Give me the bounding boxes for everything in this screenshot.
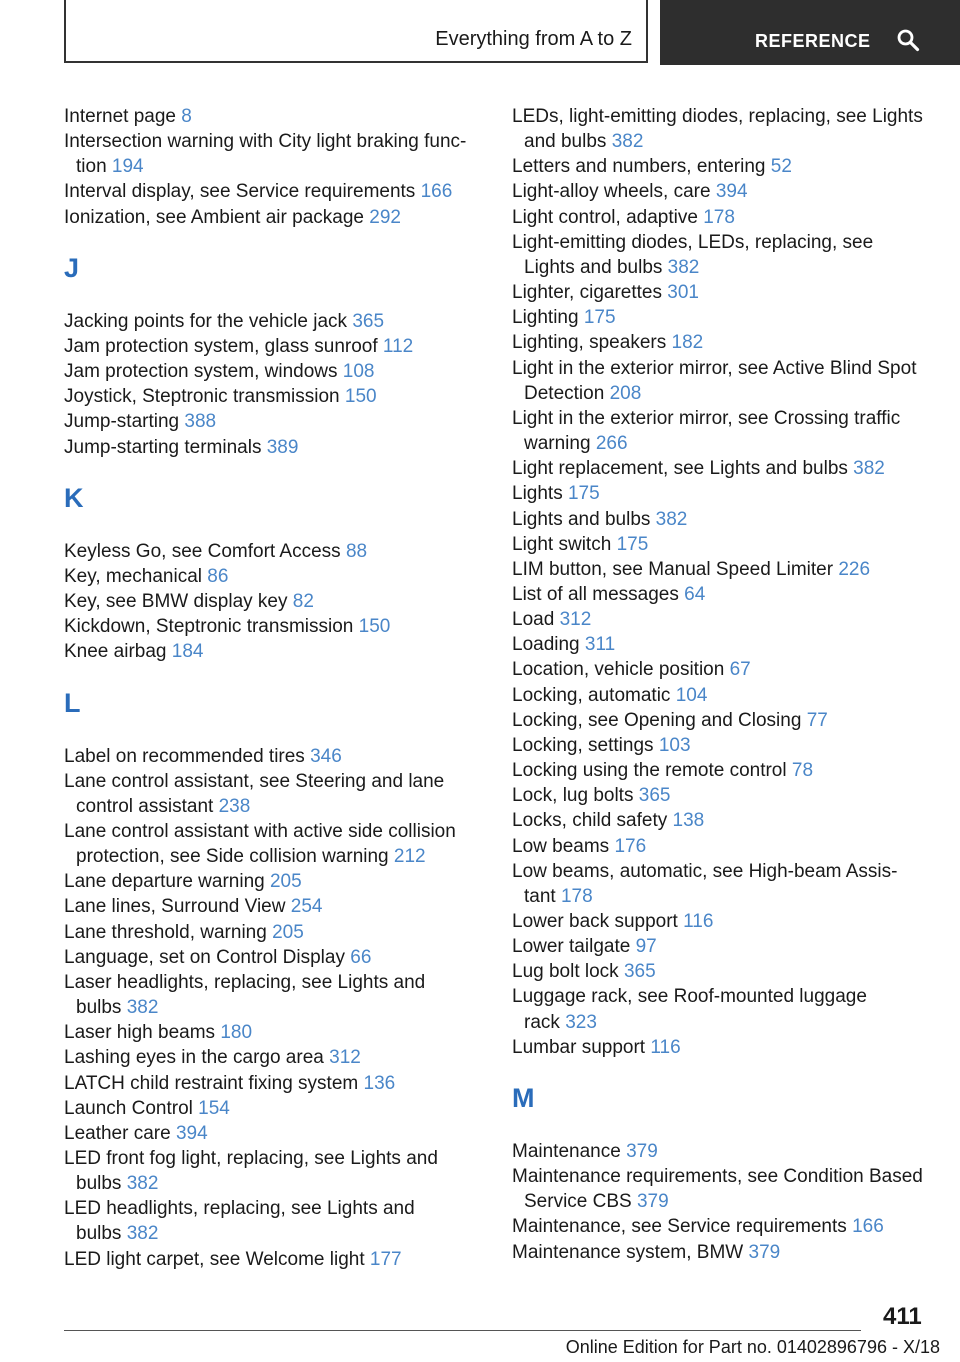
index-entry xyxy=(64,1096,484,1121)
letter-spacer xyxy=(512,1060,932,1085)
index-entry-text: Knee airbag xyxy=(64,641,167,663)
index-entry xyxy=(512,205,932,230)
page-reference-link[interactable]: 382 xyxy=(126,1223,159,1245)
index-entry-text: Key, see BMW display key xyxy=(64,591,288,613)
index-entry xyxy=(512,859,932,909)
index-entry xyxy=(512,481,932,506)
index-entry xyxy=(64,539,484,564)
page-reference-link[interactable]: 67 xyxy=(729,659,751,681)
page-reference-link[interactable]: 112 xyxy=(382,335,414,357)
page-reference-link[interactable]: 312 xyxy=(559,609,592,631)
index-entry xyxy=(512,104,932,154)
index-entry-text: Lane control assistant with active side collision xyxy=(64,820,456,842)
index-entry-text: LEDs, light-emitting diodes, replacing, see Lights xyxy=(512,106,923,127)
index-entry xyxy=(64,639,484,664)
index-letter-heading: J xyxy=(64,252,80,283)
index-entry-text: LIM button, see Manual Speed Limiter xyxy=(512,558,834,580)
page-reference-link[interactable]: 312 xyxy=(329,1047,361,1069)
index-entry-text: tion xyxy=(76,156,107,178)
index-entry-text: Locking, see Opening and Closing xyxy=(512,709,802,731)
index-entry xyxy=(64,769,484,819)
search-icon xyxy=(896,28,920,52)
edition-footer: Online Edition for Part no. 01402896796 - X/18 xyxy=(565,1337,940,1357)
index-entry-text: Jam protection system, glass sunroof xyxy=(64,335,378,357)
page-reference-link[interactable]: 166 xyxy=(852,1216,884,1238)
index-entry-text: Label on recommended tires xyxy=(64,745,305,767)
index-entry xyxy=(512,934,932,959)
index-entry-text: Internet page xyxy=(64,106,176,127)
page-reference-link[interactable]: 150 xyxy=(344,386,377,408)
index-entry-text: bulbs xyxy=(76,997,122,1019)
index-entry xyxy=(64,920,484,945)
letter-spacer xyxy=(64,717,484,744)
index-entry xyxy=(512,632,932,657)
index-entry xyxy=(64,309,484,334)
index-entry-text: Language, set on Control Display xyxy=(64,946,345,968)
index-entry xyxy=(64,205,484,230)
index-entry-text: Jump-starting terminals xyxy=(64,436,262,458)
index-entry-text: Lane threshold, warning xyxy=(64,921,267,943)
page-reference-link[interactable]: 382 xyxy=(853,458,885,480)
index-entry-text: LATCH child restraint fixing system xyxy=(64,1072,359,1094)
index-entry xyxy=(512,507,932,532)
index-entry-text: Light control, adaptive xyxy=(512,206,698,228)
index-entry xyxy=(512,834,932,859)
index-entry-text: Lighter, cigarettes xyxy=(512,282,662,304)
index-entry xyxy=(64,1146,484,1196)
index-entry-text: Luggage rack, see Roof-mounted luggage xyxy=(512,986,867,1008)
page-reference-link[interactable]: 177 xyxy=(369,1248,402,1270)
index-entry-text: Light replacement, see Lights and bulbs xyxy=(512,458,848,480)
index-letter-heading: M xyxy=(512,1082,535,1113)
index-entry xyxy=(512,783,932,808)
index-entry-text: Light switch xyxy=(512,533,612,555)
index-entry-text: Lug bolt lock xyxy=(512,961,619,983)
index-entry-text: Lashing eyes in the cargo area xyxy=(64,1047,324,1069)
index-entry-text: Location, vehicle position xyxy=(512,659,725,681)
page-reference-link[interactable]: 323 xyxy=(565,1011,597,1033)
index-entry xyxy=(64,334,484,359)
page-reference-link[interactable]: 205 xyxy=(272,921,304,943)
index-entry-text: Lights xyxy=(512,483,563,505)
page-reference-link[interactable]: 175 xyxy=(583,307,616,329)
page-reference-link[interactable]: 311 xyxy=(584,634,616,656)
page-reference-link[interactable]: 394 xyxy=(175,1122,208,1144)
index-entry xyxy=(512,356,932,406)
index-entry-text: Launch Control xyxy=(64,1097,193,1119)
page-reference-link[interactable]: 382 xyxy=(667,256,700,278)
index-entry-text: Leather care xyxy=(64,1122,171,1144)
index-entry-text: Joystick, Steptronic transmission xyxy=(64,386,340,408)
page-reference-link[interactable]: 175 xyxy=(616,533,649,555)
index-entry xyxy=(512,179,932,204)
page-reference-link[interactable]: 66 xyxy=(350,946,372,968)
index-entry-text: Maintenance, see Service requirements xyxy=(512,1216,847,1238)
index-entry-text: Lights and bulbs xyxy=(524,256,663,278)
page-reference-link[interactable]: 175 xyxy=(567,483,600,505)
index-entry xyxy=(512,532,932,557)
index-entry-text: bulbs xyxy=(76,1223,122,1245)
index-entry xyxy=(512,984,932,1034)
page-reference-link[interactable]: 212 xyxy=(393,846,426,868)
index-entry-text: Letters and numbers, entering xyxy=(512,156,766,178)
index-entry xyxy=(512,808,932,833)
index-entry-text: LED front fog light, replacing, see Lights and xyxy=(64,1148,438,1169)
page-reference-link[interactable]: 379 xyxy=(748,1241,781,1263)
index-entry-text: Locking, automatic xyxy=(512,684,671,706)
index-entry xyxy=(512,1139,932,1164)
index-entry xyxy=(512,557,932,582)
page-reference-link[interactable]: 86 xyxy=(207,565,229,587)
page-reference-link[interactable]: 182 xyxy=(671,332,704,354)
index-entry-text: Light-alloy wheels, care xyxy=(512,181,711,203)
page-reference-link[interactable]: 180 xyxy=(220,1022,253,1044)
index-entry xyxy=(512,1240,932,1265)
index-entry xyxy=(64,435,484,460)
index-entry xyxy=(512,406,932,456)
page-reference-link[interactable]: 389 xyxy=(266,436,299,458)
index-entry-text: Low beams, automatic, see High-beam Assis‐ xyxy=(512,860,898,882)
index-entry-text: Loading xyxy=(512,634,580,656)
footer-divider xyxy=(64,1330,861,1331)
index-entry-text: LED headlights, replacing, see Lights and xyxy=(64,1198,415,1220)
page-reference-link[interactable]: 379 xyxy=(636,1191,669,1213)
index-entry-text: Service CBS xyxy=(524,1191,632,1213)
index-letter-heading: K xyxy=(64,482,84,513)
index-entry xyxy=(64,359,484,384)
page-reference-link[interactable]: 104 xyxy=(675,684,708,706)
index-entry-text: bulbs xyxy=(76,1173,122,1195)
index-entry xyxy=(64,564,484,589)
page-number: 411 xyxy=(883,1303,922,1330)
index-entry xyxy=(64,384,484,409)
index-entry-text: Lumbar support xyxy=(512,1036,646,1058)
index-entry xyxy=(512,1214,932,1239)
reference-tab-label: REFERENCE xyxy=(755,31,871,51)
page-reference-link[interactable]: 166 xyxy=(420,181,453,203)
page-reference-link[interactable]: 365 xyxy=(638,785,671,807)
index-entry-text: Lane lines, Surround View xyxy=(64,896,286,918)
page-reference-link[interactable]: 154 xyxy=(198,1097,230,1119)
index-entry xyxy=(64,1247,484,1272)
index-entry xyxy=(512,733,932,758)
index-entry xyxy=(64,1045,484,1070)
page-reference-link[interactable]: 108 xyxy=(342,361,375,383)
index-entry xyxy=(64,1071,484,1096)
index-entry-text: Load xyxy=(512,609,555,631)
index-entry xyxy=(512,909,932,934)
index-entry-text: Lane departure warning xyxy=(64,871,265,893)
page-reference-link[interactable]: 382 xyxy=(126,1173,159,1195)
index-entry-text: Low beams xyxy=(512,835,610,857)
page-reference-link[interactable]: 178 xyxy=(703,206,735,228)
index-entry xyxy=(64,129,484,179)
index-entry xyxy=(512,305,932,330)
page-reference-link[interactable]: 52 xyxy=(770,156,792,178)
index-entry-text: Ionization, see Ambient air package xyxy=(64,206,364,228)
letter-spacer xyxy=(64,460,484,485)
page-reference-link[interactable]: 254 xyxy=(290,896,323,918)
page-reference-link[interactable]: 301 xyxy=(667,282,699,304)
index-entry xyxy=(64,945,484,970)
index-entry-text: Interval display, see Service requirements xyxy=(64,181,416,203)
page-reference-link[interactable]: 266 xyxy=(595,433,628,455)
index-entry-text: Maintenance requirements, see Condition Based xyxy=(512,1166,923,1188)
page-reference-link[interactable]: 8 xyxy=(181,106,192,127)
index-entry xyxy=(512,1035,932,1060)
index-entry xyxy=(64,894,484,919)
index-entry xyxy=(64,104,484,129)
index-entry-text: control assistant xyxy=(76,795,214,817)
index-entry-text: Laser headlights, replacing, see Lights and xyxy=(64,971,426,993)
index-entry xyxy=(512,683,932,708)
index-entry xyxy=(512,959,932,984)
page-reference-link[interactable]: 382 xyxy=(126,997,159,1019)
index-entry-text: Kickdown, Steptronic transmission xyxy=(64,616,354,638)
index-entry-text: Light-emitting diodes, LEDs, replacing, see xyxy=(512,231,874,253)
index-entry xyxy=(512,456,932,481)
page-reference-link[interactable]: 394 xyxy=(715,181,748,203)
index-entry xyxy=(64,869,484,894)
index-letter-heading: L xyxy=(64,687,81,718)
index-entry-text: Locking using the remote control xyxy=(512,760,787,782)
index-entry-text: Detection xyxy=(524,382,605,404)
index-entry-text: Lighting, speakers xyxy=(512,332,667,354)
page-reference-link[interactable]: 116 xyxy=(650,1036,681,1058)
index-entry xyxy=(512,330,932,355)
page-reference-link[interactable]: 78 xyxy=(791,760,814,782)
index-entry-text: Locking, settings xyxy=(512,734,654,756)
index-entry-text: Jump-starting xyxy=(64,411,180,433)
page-reference-link[interactable]: 388 xyxy=(184,411,217,433)
index-entry-text: Lights and bulbs xyxy=(512,508,651,530)
index-entry-text: Maintenance system, BMW xyxy=(512,1241,744,1263)
index-entry-text: Lighting xyxy=(512,307,579,329)
index-entry xyxy=(512,280,932,305)
letter-spacer xyxy=(64,230,484,255)
page-reference-link[interactable]: 176 xyxy=(614,835,647,857)
page-reference-link[interactable]: 292 xyxy=(369,206,401,228)
index-entry-text: Laser high beams xyxy=(64,1022,216,1044)
index-entry-text: Maintenance xyxy=(512,1140,621,1162)
page-reference-link[interactable]: 64 xyxy=(684,583,706,605)
index-entry-text: Lower back support xyxy=(512,911,678,932)
page-reference-link[interactable]: 97 xyxy=(635,936,657,958)
index-entry xyxy=(64,1121,484,1146)
page-header xyxy=(0,0,960,66)
page-reference-link[interactable]: 205 xyxy=(269,871,302,893)
index-entry xyxy=(64,179,484,204)
page-reference-link[interactable]: 136 xyxy=(363,1072,396,1094)
index-entry-text: Intersection warning with City light braking func‐ xyxy=(64,131,467,153)
index-entry xyxy=(64,819,484,869)
page-reference-link[interactable]: 194 xyxy=(111,156,144,178)
index-entry xyxy=(512,1164,932,1214)
letter-spacer xyxy=(512,1112,932,1139)
index-entry-text: tant xyxy=(524,885,556,907)
index-entry-text: List of all messages xyxy=(512,583,679,605)
page-reference-link[interactable]: 138 xyxy=(672,810,705,832)
index-entry xyxy=(64,970,484,1020)
reference-tab[interactable] xyxy=(660,0,960,65)
page-reference-link[interactable]: 184 xyxy=(171,641,204,663)
page-reference-link[interactable]: 365 xyxy=(352,310,385,332)
index-entry xyxy=(64,614,484,639)
index-entry-text: Jacking points for the vehicle jack xyxy=(64,310,348,332)
index-entry xyxy=(64,409,484,434)
index-entry-text: Jam protection system, windows xyxy=(64,361,338,383)
index-entry-text: and bulbs xyxy=(524,131,607,153)
page-reference-link[interactable]: 208 xyxy=(609,382,642,404)
index-column-right xyxy=(512,104,932,1265)
page-reference-link[interactable]: 382 xyxy=(655,508,688,530)
section-title: Everything from A to Z xyxy=(435,28,632,50)
page-reference-link[interactable]: 116 xyxy=(683,911,714,932)
page-reference-link[interactable]: 382 xyxy=(611,131,644,153)
page-reference-link[interactable]: 238 xyxy=(218,795,251,817)
index-entry-text: Lock, lug bolts xyxy=(512,785,634,807)
index-entry-text: Key, mechanical xyxy=(64,565,202,587)
index-entry xyxy=(512,607,932,632)
index-column-left xyxy=(64,104,484,1272)
index-entry-text: Lower tailgate xyxy=(512,936,631,958)
page-reference-link[interactable]: 88 xyxy=(345,540,368,562)
index-entry xyxy=(64,589,484,614)
index-entry-text: Keyless Go, see Comfort Access xyxy=(64,540,341,562)
index-entry xyxy=(512,758,932,783)
index-entry-text: Locks, child safety xyxy=(512,810,668,832)
page-reference-link[interactable]: 346 xyxy=(310,745,342,767)
header-section-box xyxy=(64,0,648,63)
index-entry-text: LED light carpet, see Welcome light xyxy=(64,1248,365,1270)
index-entry xyxy=(512,657,932,682)
index-entry-text: rack xyxy=(524,1011,560,1033)
page-reference-link[interactable]: 178 xyxy=(560,885,593,907)
index-entry-text: Light in the exterior mirror, see Crossing traffic xyxy=(512,407,901,429)
letter-spacer xyxy=(64,512,484,539)
index-entry xyxy=(512,154,932,179)
letter-spacer xyxy=(64,282,484,309)
index-entry-text: Light in the exterior mirror, see Active Blind Spot xyxy=(512,357,917,379)
page-reference-link[interactable]: 77 xyxy=(806,709,828,731)
page-reference-link[interactable]: 82 xyxy=(292,591,314,613)
index-entry xyxy=(64,1020,484,1045)
page-reference-link[interactable]: 379 xyxy=(626,1140,658,1162)
page-reference-link[interactable]: 226 xyxy=(838,558,871,580)
index-entry-text: Lane control assistant, see Steering and lane xyxy=(64,770,445,792)
page-reference-link[interactable]: 365 xyxy=(623,961,656,983)
page-reference-link[interactable]: 103 xyxy=(658,734,691,756)
index-entry xyxy=(512,582,932,607)
page-reference-link[interactable]: 150 xyxy=(358,616,391,638)
index-entry xyxy=(512,230,932,280)
index-entry xyxy=(512,708,932,733)
index-entry xyxy=(64,744,484,769)
index-entry-text: protection, see Side collision warning xyxy=(76,846,389,868)
index-entry xyxy=(64,1196,484,1246)
letter-spacer xyxy=(64,665,484,690)
index-entry-text: warning xyxy=(524,433,591,455)
